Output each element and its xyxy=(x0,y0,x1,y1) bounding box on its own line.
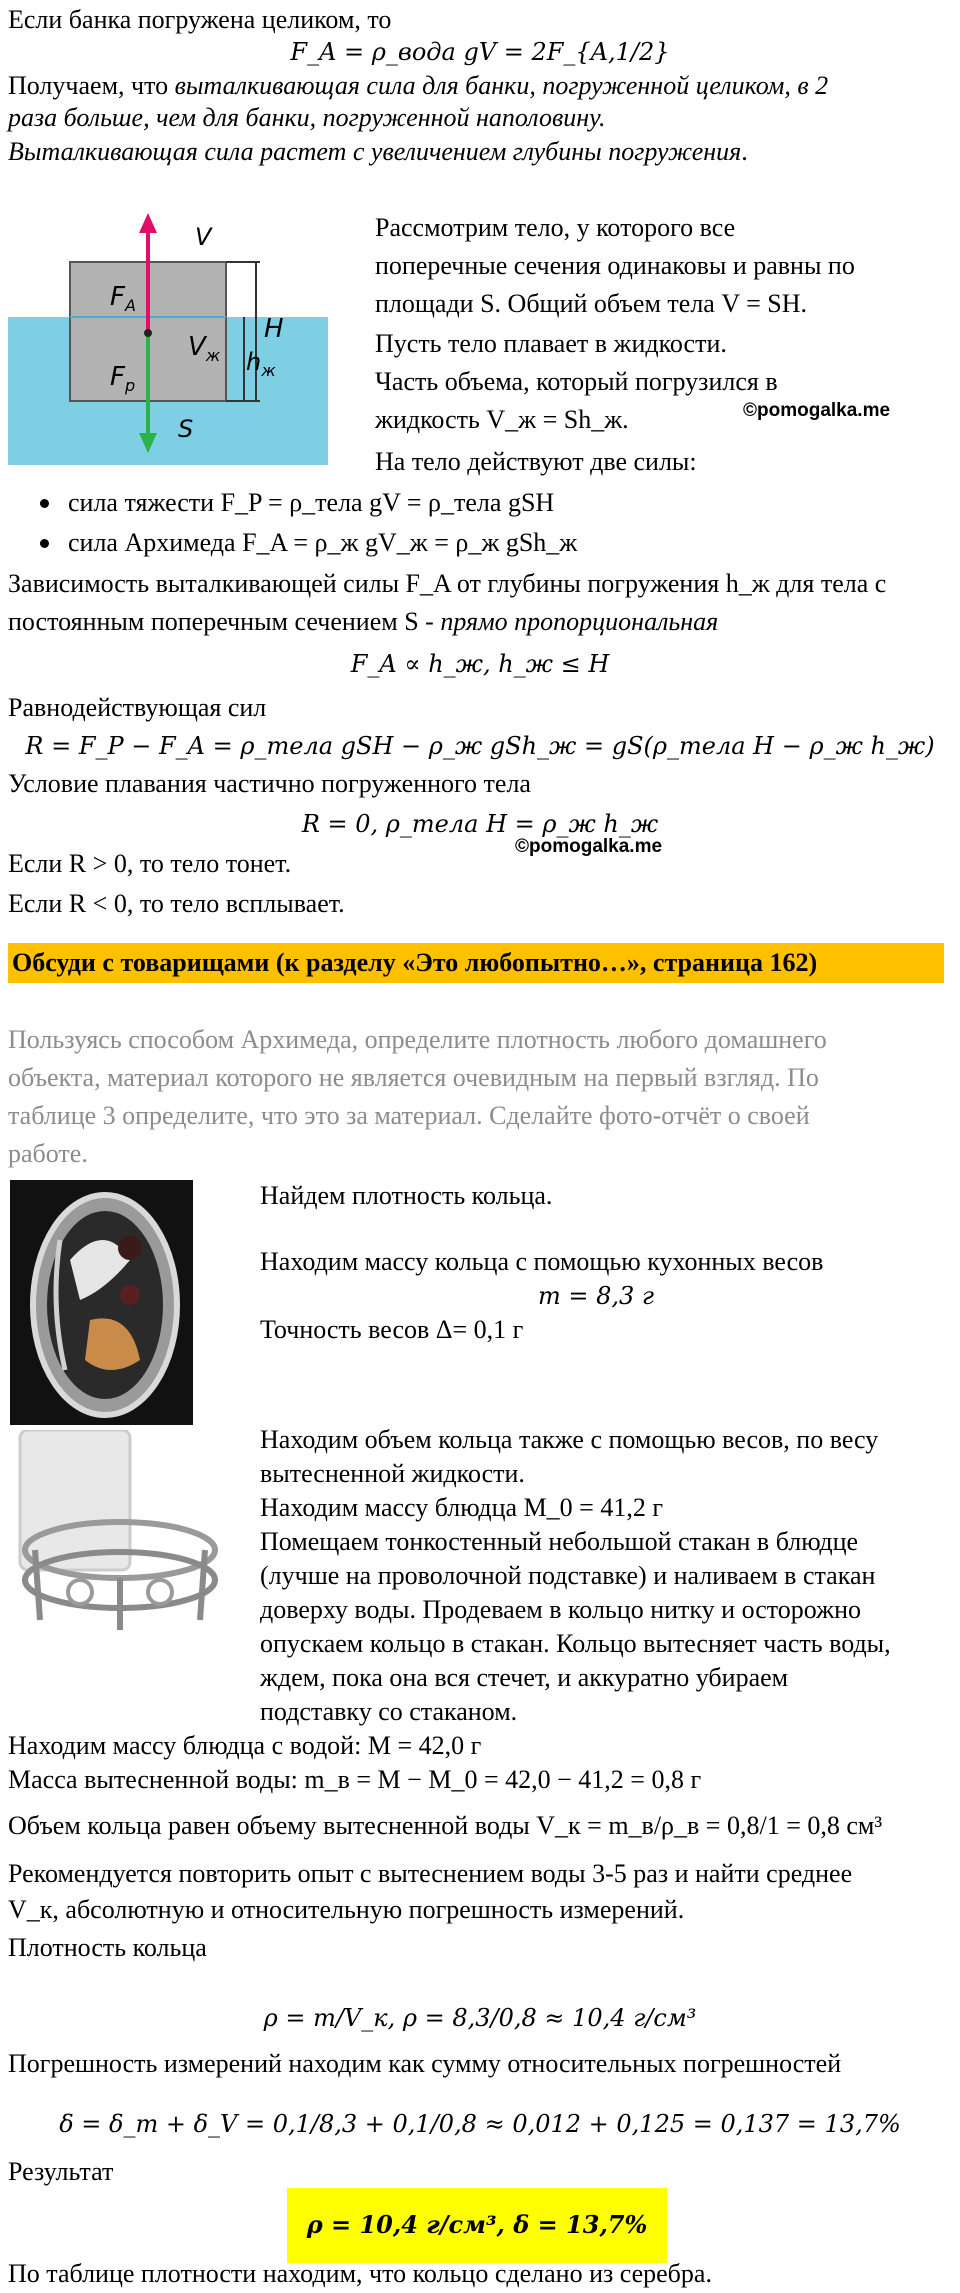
text-line: площади S. Общий объем тела V = SH. xyxy=(375,289,808,318)
floating-body-diagram xyxy=(8,205,328,465)
equation-proportional: F_A ∝ h_ж, h_ж ≤ H xyxy=(350,650,610,678)
equation-error: δ = δ_m + δ_V = 0,1/8,3 + 0,1/0,8 ≈ 0,012 + 0,125 = 0,137 = 13,7% xyxy=(59,2110,901,2138)
text-line: Пусть тело плавает в жидкости. xyxy=(375,329,727,358)
text-line: жидкость V_ж = Sh_ж. xyxy=(375,405,629,434)
text-line: На тело действуют две силы: xyxy=(375,447,697,476)
text-line: Результат xyxy=(8,2157,114,2186)
text-line: подставку со стаканом. xyxy=(260,1697,518,1726)
result-highlight xyxy=(287,2188,667,2263)
bullet-archimedes: сила Архимеда F_A = ρ_ж gV_ж = ρ_ж gSh_ж xyxy=(68,528,578,557)
glass-stand-photo xyxy=(10,1430,230,1640)
label-fp: $F_p$ xyxy=(110,362,136,395)
text-line: Объем кольца равен объему вытесненной воды V_к = m_в/ρ_в = 0,8/1 = 0,8 см³ xyxy=(8,1811,883,1840)
label-v: V xyxy=(195,223,212,251)
text-line: Рассмотрим тело, у которого все xyxy=(375,213,736,242)
text-line: Выталкивающая сила растет с увеличением глубины погружения. xyxy=(8,137,748,166)
text-line: раза больше, чем для банки, погруженной наполовину. xyxy=(8,103,606,132)
text-line: Получаем, что выталкивающая сила для банки, погруженной целиком, в 2 xyxy=(8,71,829,100)
text-line: вытесненной жидкости. xyxy=(260,1459,525,1488)
text-line: Если R < 0, то тело всплывает. xyxy=(8,889,345,918)
watermark: ©pomogalka.me xyxy=(743,400,891,421)
bullet-dot xyxy=(40,499,49,508)
text-line: V_к, абсолютную и относительную погрешность измерений. xyxy=(8,1895,685,1924)
text-line: опускаем кольцо в стакан. Кольцо вытесняет часть воды, xyxy=(260,1629,891,1658)
text-line: По таблице плотности находим, что кольцо сделано из серебра. xyxy=(8,2259,712,2288)
bullet-gravity: сила тяжести F_P = ρ_тела gV = ρ_тела gSH xyxy=(68,488,555,517)
text-line: Точность весов Δ= 0,1 г xyxy=(260,1315,524,1344)
section-heading-band xyxy=(8,943,944,983)
label-vzh: $V_ж$ xyxy=(188,332,221,365)
text-line: доверху воды. Продеваем в кольцо нитку и осторожно xyxy=(260,1595,862,1624)
text-line: Равнодействующая сил xyxy=(8,693,267,722)
text-line: Масса вытесненной воды: m_в = M − M_0 = 42,0 − 41,2 = 0,8 г xyxy=(8,1765,702,1794)
task-text: работе. xyxy=(8,1139,88,1168)
text-line: Находим массу блюдца M_0 = 41,2 г xyxy=(260,1493,664,1522)
label-s: S xyxy=(178,415,194,443)
label-fa: $F_A$ xyxy=(110,282,136,315)
ring-photo xyxy=(10,1180,193,1425)
bullet-dot xyxy=(40,539,49,548)
section-heading: Обсуди с товарищами (к разделу «Это любопытно…», страница 162) xyxy=(12,948,818,977)
text-line: Плотность кольца xyxy=(8,1933,207,1962)
watermark: ©pomogalka.me xyxy=(515,836,663,857)
text-line: постоянным поперечным сечением S - прямо пропорциональная xyxy=(8,607,719,636)
equation-resultant: R = F_P − F_A = ρ_тела gSH − ρ_ж gSh_ж = gS(ρ_тела H − ρ_ж h_ж) xyxy=(25,732,935,760)
text-line: Если R > 0, то тело тонет. xyxy=(8,849,292,878)
task-text: объекта, материал которого не является очевидным на первый взгляд. По xyxy=(8,1063,819,1092)
equation-archimedes-full: F_A = ρ_вода gV = 2F_{A,1/2} xyxy=(290,38,670,66)
label-hzh: $h_ж$ xyxy=(246,348,276,380)
text-line: Зависимость выталкивающей силы F_A от глубины погружения h_ж для тела с xyxy=(8,569,887,598)
text-line: ждем, пока она вся стечет, и аккуратно убираем xyxy=(260,1663,789,1692)
text-line: (лучше на проволочной подставке) и наливаем в стакан xyxy=(260,1561,876,1590)
text-line: Если банка погружена целиком, то xyxy=(8,5,392,34)
text-line: поперечные сечения одинаковы и равны по xyxy=(375,251,855,280)
text-line: Рекомендуется повторить опыт с вытеснением воды 3-5 раз и найти среднее xyxy=(8,1859,853,1888)
equation-floating: R = 0, ρ_тела H = ρ_ж h_ж xyxy=(301,810,659,838)
text-line: Находим массу кольца с помощью кухонных весов xyxy=(260,1247,824,1276)
text-line: Погрешность измерений находим как сумму относительных погрешностей xyxy=(8,2049,842,2078)
result-value: ρ = 10,4 г/см³, δ = 13,7% xyxy=(306,2210,648,2239)
text-line: Помещаем тонкостенный небольшой стакан в блюдце xyxy=(260,1527,859,1556)
text-line: Найдем плотность кольца. xyxy=(260,1181,553,1210)
label-h: H xyxy=(264,314,284,344)
text-line: Находим объем кольца также с помощью весов, по весу xyxy=(260,1425,879,1454)
equation-density: ρ = m/V_к, ρ = 8,3/0,8 ≈ 10,4 г/см³ xyxy=(263,2004,697,2032)
task-text: таблице 3 определите, что это за материал. Сделайте фото-отчёт о своей xyxy=(8,1101,810,1130)
task-text: Пользуясь способом Архимеда, определите плотность любого домашнего xyxy=(8,1025,827,1054)
text-line: Находим массу блюдца с водой: M = 42,0 г xyxy=(8,1731,482,1760)
ring-mass: m = 8,3 г xyxy=(538,1282,655,1310)
text-line: Часть объема, который погрузился в xyxy=(375,367,778,396)
text-line: Условие плавания частично погруженного тела xyxy=(8,769,531,798)
